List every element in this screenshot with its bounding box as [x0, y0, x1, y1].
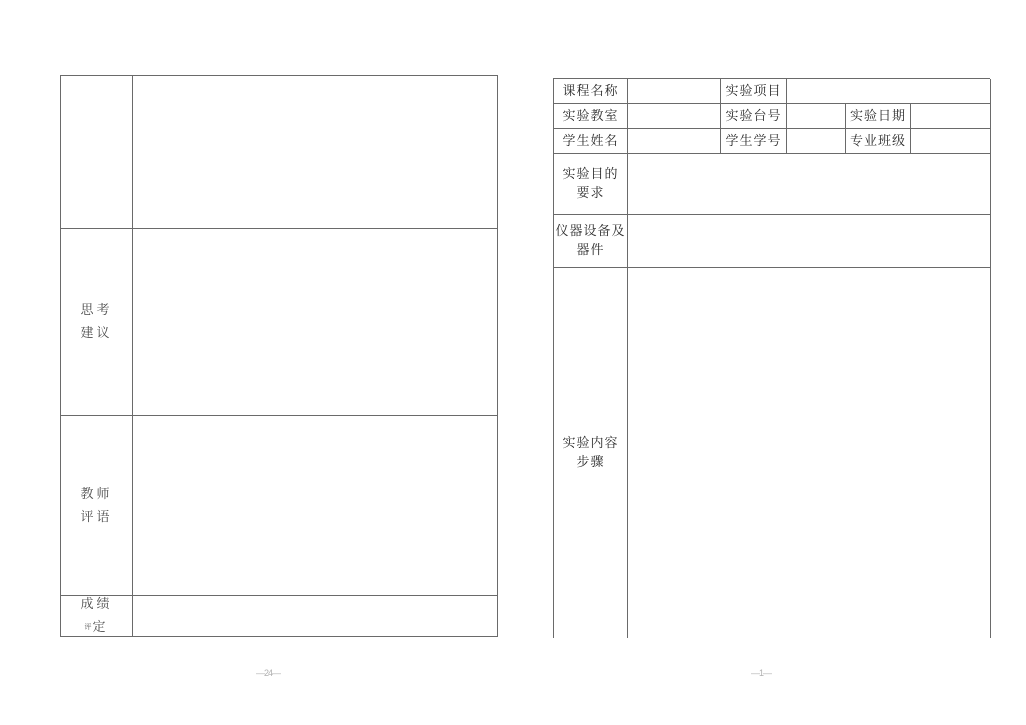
teacher-comments-label	[61, 416, 133, 596]
experiment-project-value-cell[interactable]	[787, 79, 991, 104]
grade-evaluation-line2-rest: 定	[92, 619, 109, 634]
left-page-form-table	[60, 75, 498, 637]
grade-evaluation-line2	[84, 616, 108, 636]
experiment-content-line1: 实验内容	[562, 435, 619, 451]
experiment-purpose-line1: 实验目的	[562, 166, 619, 182]
experiment-project-label: 实验项目	[721, 79, 787, 104]
experiment-purpose-value-cell[interactable]	[628, 154, 991, 215]
grade-evaluation-label	[61, 596, 133, 636]
student-id-label: 学生学号	[721, 129, 787, 154]
thinking-suggestions-value-cell[interactable]	[133, 229, 497, 416]
experiment-room-label: 实验教室	[554, 104, 628, 129]
thinking-suggestions-line2: 建议	[80, 325, 113, 340]
course-name-label: 课程名称	[554, 79, 628, 104]
left-top-label-cell	[61, 76, 133, 229]
experiment-purpose-label	[554, 154, 628, 215]
major-class-label: 专业班级	[846, 129, 911, 154]
course-name-value-cell[interactable]	[628, 79, 721, 104]
experiment-date-value-cell[interactable]	[911, 104, 991, 129]
experiment-content-label	[554, 268, 628, 638]
right-page-number: —1—	[750, 668, 771, 678]
left-page-number: —24—	[255, 668, 280, 678]
student-id-value-cell[interactable]	[787, 129, 846, 154]
grade-evaluation-value-cell[interactable]	[133, 596, 497, 636]
experiment-bench-value-cell[interactable]	[787, 104, 846, 129]
student-name-value-cell[interactable]	[628, 129, 721, 154]
student-name-label: 学生姓名	[554, 129, 628, 154]
major-class-value-cell[interactable]	[911, 129, 991, 154]
experiment-purpose-line2: 要求	[576, 185, 605, 200]
teacher-comments-line2: 评语	[80, 508, 113, 524]
equipment-devices-value-cell[interactable]	[628, 215, 991, 268]
teacher-comments-value-cell[interactable]	[133, 416, 497, 596]
equipment-devices-line2: 器件	[576, 242, 605, 257]
right-page-form-table	[553, 78, 990, 638]
teacher-comments-line1: 教师	[80, 485, 113, 501]
experiment-room-value-cell[interactable]	[628, 104, 721, 129]
experiment-date-label: 实验日期	[846, 104, 911, 129]
experiment-content-value-cell[interactable]	[628, 268, 991, 638]
equipment-devices-line1: 仪器设备及	[555, 223, 626, 239]
experiment-content-line2: 步骤	[576, 454, 605, 469]
thinking-suggestions-line1: 思考	[80, 302, 113, 318]
experiment-bench-label: 实验台号	[721, 104, 787, 129]
grade-evaluation-small-char: 评	[84, 623, 93, 631]
thinking-suggestions-label	[61, 229, 133, 416]
left-top-value-cell[interactable]	[133, 76, 497, 229]
equipment-devices-label	[554, 215, 628, 268]
grade-evaluation-line1: 成绩	[80, 596, 113, 612]
